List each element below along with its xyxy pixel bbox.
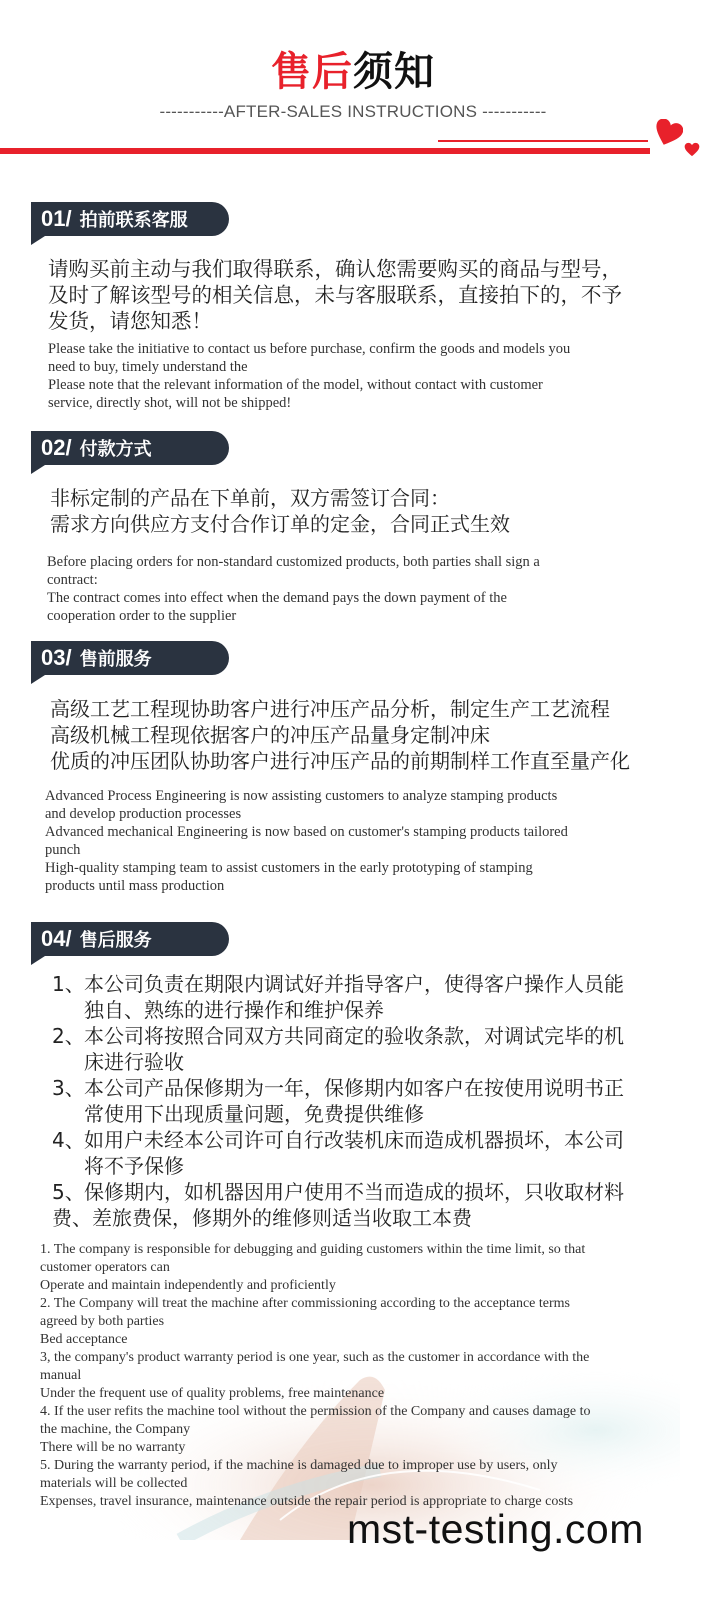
en-line: Advanced Process Engineering is now assisting customers to analyze stamping products xyxy=(45,788,558,804)
decorative-divider-thin xyxy=(438,140,648,142)
section-04-cn-list xyxy=(52,971,692,1231)
section-label: 拍前联系客服 xyxy=(79,210,188,231)
en-line: Expenses, travel insurance, maintenance outside the repair period is appropriate to charge costs xyxy=(40,1494,574,1509)
en-line: 5. During the warranty period, if the machine is damaged due to improper use by users, only xyxy=(40,1458,558,1473)
cn-line: 本公司产品保修期为一年，保修期内如客户在按使用说明书正 xyxy=(84,1076,624,1100)
section-number: 04/ xyxy=(41,926,72,951)
list-item xyxy=(52,1075,692,1127)
en-line: Before placing orders for non-standard customized products, both parties shall sign a xyxy=(47,554,540,570)
section-01-en-text xyxy=(48,340,678,412)
en-line: the machine, the Company xyxy=(40,1422,191,1437)
section-badge-02 xyxy=(31,431,229,465)
en-line: The contract comes into effect when the demand pays the down payment of the xyxy=(47,590,507,606)
page-subtitle: -----------AFTER-SALES INSTRUCTIONS ----------- xyxy=(159,102,547,121)
cn-line: 发货，请您知悉！ xyxy=(48,309,212,333)
list-index: 3、 xyxy=(52,1076,85,1100)
list-index: 4、 xyxy=(52,1128,85,1152)
title-black-part: 须知 xyxy=(353,49,435,95)
en-line: High-quality stamping team to assist customers in the early prototyping of stamping xyxy=(45,860,533,876)
en-line: Under the frequent use of quality problems, free maintenance xyxy=(40,1386,385,1401)
en-line: cooperation order to the supplier xyxy=(47,608,237,624)
title-red-part: 售后 xyxy=(271,49,353,95)
en-line: Please take the initiative to contact us before purchase, confirm the goods and models you xyxy=(48,341,571,357)
en-line: materials will be collected xyxy=(40,1476,188,1491)
list-item xyxy=(52,971,692,1023)
section-number: 01/ xyxy=(41,206,72,231)
list-index: 2、 xyxy=(52,1024,85,1048)
heart-icon xyxy=(653,119,683,147)
decorative-divider-thick xyxy=(0,148,650,154)
en-line: 4. If the user refits the machine tool without the permission of the Company and causes damage to xyxy=(40,1404,591,1419)
cn-line: 本公司负责在期限内调试好并指导客户，使得客户操作人员能 xyxy=(84,972,624,996)
cn-line: 独自、熟练的进行操作和维护保养 xyxy=(84,998,384,1022)
cn-line: 非标定制的产品在下单前，双方需签订合同： xyxy=(50,486,450,510)
en-line: 1. The company is responsible for debugging and guiding customers within the time limit, so that xyxy=(40,1242,586,1257)
en-line: 2. The Company will treat the machine after commissioning according to the acceptance terms xyxy=(40,1296,571,1311)
heart-small-icon xyxy=(684,142,700,157)
list-item xyxy=(52,1179,692,1231)
section-label: 售前服务 xyxy=(79,649,152,670)
en-line: manual xyxy=(40,1368,82,1383)
cn-line: 常使用下出现质量问题，免费提供维修 xyxy=(84,1102,424,1126)
cn-line: 费、差旅费保，修期外的维修则适当收取工本费 xyxy=(52,1206,472,1230)
en-line: Bed acceptance xyxy=(40,1332,128,1347)
section-badge-01 xyxy=(31,202,229,236)
cn-line: 如用户未经本公司许可自行改装机床而造成机器损坏，本公司 xyxy=(84,1128,624,1152)
section-badge-04 xyxy=(31,922,229,956)
watermark-text: mst-testing.com xyxy=(347,1506,644,1552)
cn-line: 及时了解该型号的相关信息，未与客服联系，直接拍下的，不予 xyxy=(48,283,622,307)
en-line: There will be no warranty xyxy=(40,1440,186,1455)
list-item xyxy=(52,1023,692,1075)
cn-line: 优质的冲压团队协助客户进行冲压产品的前期制样工作直至量产化 xyxy=(50,749,630,773)
en-line: customer operators can xyxy=(40,1260,170,1275)
cn-line: 高级机械工程现依据客户的冲压产品量身定制冲床 xyxy=(50,723,490,747)
cn-line: 床进行验收 xyxy=(84,1050,184,1074)
en-line: service, directly shot, will not be shipped! xyxy=(48,395,292,411)
list-index: 1、 xyxy=(52,972,85,996)
en-line: agreed by both parties xyxy=(40,1314,165,1329)
page-title xyxy=(0,48,706,96)
en-line: contract: xyxy=(47,572,98,588)
section-label: 售后服务 xyxy=(79,930,152,951)
section-02-en-text xyxy=(47,553,677,625)
en-line: products until mass production xyxy=(45,878,225,894)
cn-line: 本公司将按照合同双方共同商定的验收条款，对调试完毕的机 xyxy=(84,1024,624,1048)
section-number: 03/ xyxy=(41,645,72,670)
list-item xyxy=(52,1127,692,1179)
section-badge-03 xyxy=(31,641,229,675)
section-number: 02/ xyxy=(41,435,72,460)
list-index: 5、 xyxy=(52,1180,85,1204)
cn-line: 高级工艺工程现协助客户进行冲压产品分析，制定生产工艺流程 xyxy=(50,697,610,721)
section-02-cn-text xyxy=(50,485,690,537)
cn-line: 请购买前主动与我们取得联系，确认您需要购买的商品与型号， xyxy=(48,257,622,281)
cn-line: 保修期内，如机器因用户使用不当而造成的损坏，只收取材料 xyxy=(84,1180,624,1204)
en-line: punch xyxy=(45,842,81,858)
en-line: Please note that the relevant information of the model, without contact with customer xyxy=(48,377,543,393)
cn-line: 需求方向供应方支付合作订单的定金，合同正式生效 xyxy=(50,512,510,536)
en-line: and develop production processes xyxy=(45,806,242,822)
section-03-cn-text xyxy=(50,696,700,774)
section-03-en-text xyxy=(45,787,675,895)
cn-line: 将不予保修 xyxy=(84,1154,184,1178)
en-line: Advanced mechanical Engineering is now based on customer's stamping products tailored xyxy=(45,824,568,840)
section-label: 付款方式 xyxy=(79,439,152,460)
section-01-cn-text xyxy=(48,256,688,334)
en-line: Operate and maintain independently and proficiently xyxy=(40,1278,336,1293)
section-04-en-text xyxy=(40,1241,700,1511)
en-line: need to buy, timely understand the xyxy=(48,359,248,375)
en-line: 3, the company's product warranty period is one year, such as the customer in accordance with the xyxy=(40,1350,590,1365)
